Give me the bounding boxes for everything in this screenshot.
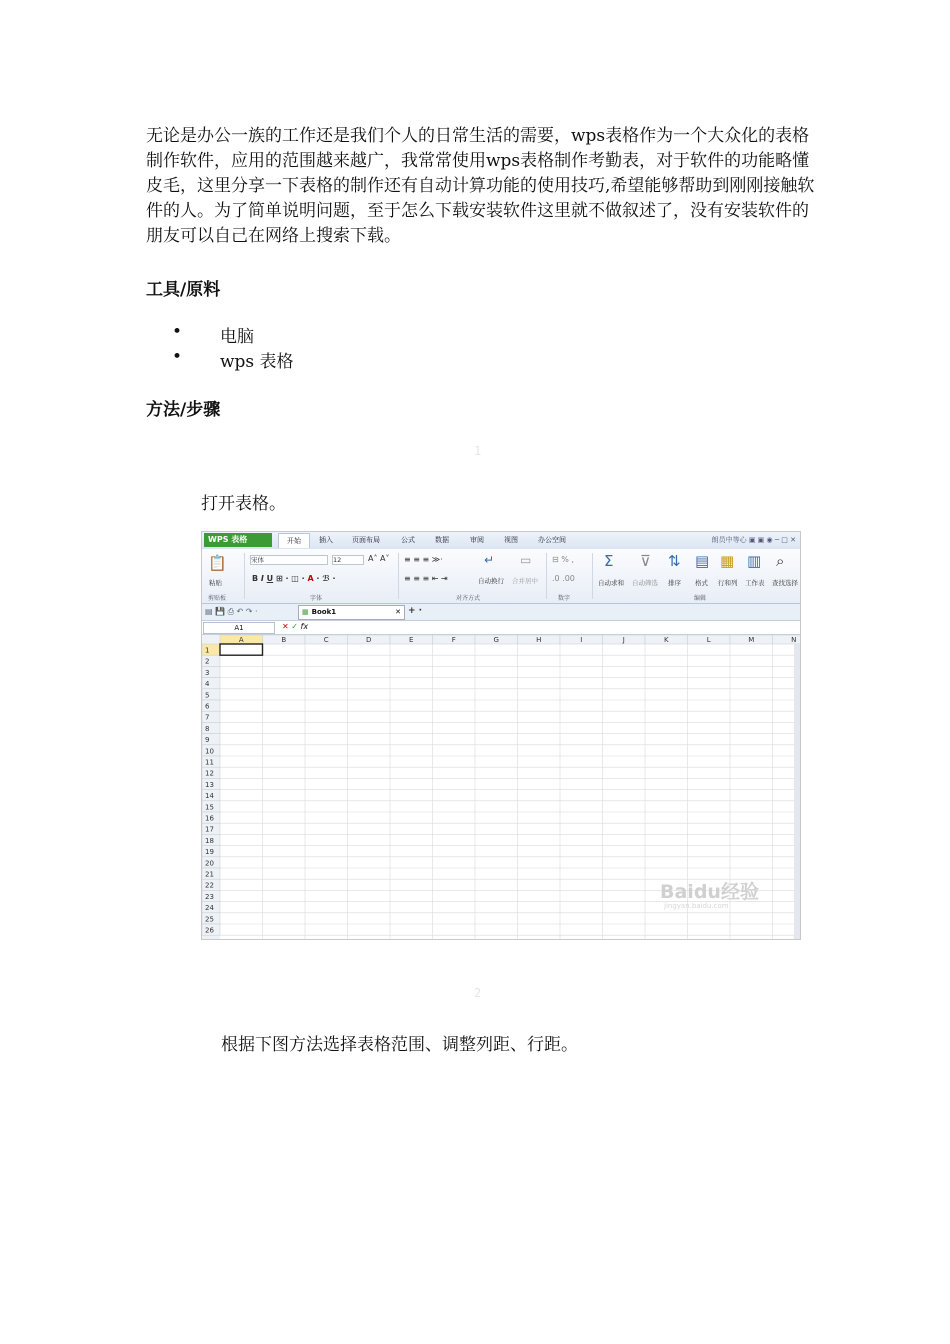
group-label: 数字 — [558, 595, 571, 602]
intro-paragraph: 无论是办公一族的工作还是我们个人的日常生活的需要，wps表格作为一个大众化的表格制作软件，应用的范围越来越广，我常常使用wps表格制作考勤表，对于软件的功能略懂皮毛，这里分享一下表格的制作还有自动计算功能的使用技巧,希望能够帮助到刚刚接触软件的人。为了简单说明问题，至于怎么下载安装软件这里就不做叙述了，没有安装软件的朋友可以自己在网络上搜索下载。 — [146, 126, 815, 246]
align-top-icons[interactable]: ≡ ≡ ≡ ≫· — [404, 555, 443, 564]
merge-center-button[interactable]: 合并居中 — [512, 577, 538, 585]
quick-access-icons[interactable]: ▤ 💾 ⎙ ↶ ↷ · — [205, 607, 258, 616]
row-header-label: 26 — [205, 926, 214, 935]
row-header-label: 21 — [205, 870, 214, 879]
tab-data[interactable]: 数据 — [435, 536, 449, 544]
row-header-label: 22 — [205, 881, 214, 890]
row-header-label: 6 — [205, 702, 210, 711]
column-header-label: E — [409, 636, 414, 644]
column-header-label: L — [706, 636, 711, 644]
decimal-icons[interactable]: .0 .00 — [552, 574, 575, 583]
fx-icon: fx — [300, 622, 309, 631]
tab-page-layout[interactable]: 页面布局 — [352, 536, 380, 544]
column-header-label: C — [323, 636, 329, 644]
ribbon-tab-bar — [202, 532, 800, 550]
row-header-label: 23 — [205, 892, 214, 901]
format-icon[interactable]: ▤ — [695, 552, 710, 570]
format-buttons[interactable]: B I U ⊞ · ◫ · A · ℬ · — [252, 574, 336, 583]
formula-bar — [202, 621, 800, 635]
bullet-icon: • — [172, 347, 183, 367]
list-item-label: 电脑 — [220, 327, 254, 347]
document-name: Book1 — [311, 608, 337, 616]
group-label: 编辑 — [694, 595, 707, 602]
tab-view[interactable]: 视图 — [504, 536, 518, 544]
group-label: 剪贴板 — [208, 595, 227, 602]
name-box[interactable]: A1 — [203, 622, 275, 634]
group-label: 字体 — [310, 595, 323, 602]
row-header-label: 7 — [205, 713, 210, 722]
row-header-label: 13 — [205, 780, 214, 789]
paste-button[interactable]: 粘贴 — [209, 579, 222, 587]
column-header-label: J — [622, 636, 625, 644]
column-header-label: A — [238, 636, 244, 644]
tools-heading: 工具/原料 — [146, 280, 221, 300]
wps-screenshot — [201, 531, 801, 940]
wrap-icon[interactable]: ↵ — [484, 553, 495, 567]
autosum-button[interactable]: 自动求和 — [598, 579, 624, 587]
sheet-file-icon: ▦ — [302, 608, 309, 616]
sum-icon[interactable]: Σ — [604, 552, 614, 570]
tab-home[interactable]: 开始 — [278, 533, 310, 548]
sort-button[interactable]: 排序 — [668, 579, 681, 587]
formula-icons[interactable]: ✕ ✓ fx — [282, 622, 309, 631]
rows-cols-button[interactable]: 行和列 — [718, 579, 738, 587]
new-tab-icon[interactable]: + · — [408, 606, 423, 616]
document-tab[interactable] — [298, 605, 405, 620]
row-header-label: 9 — [205, 736, 210, 745]
active-cell — [220, 644, 263, 655]
tab-office-space[interactable]: 办公空间 — [538, 536, 566, 544]
column-header-label: F — [451, 636, 456, 644]
row-header-label: 25 — [205, 915, 214, 924]
align-icons[interactable]: ≡ ≡ ≡ ⇤ ⇥ — [404, 574, 448, 583]
column-header-label: K — [663, 636, 669, 644]
row-header-label: 14 — [205, 792, 214, 801]
font-grow-icon[interactable]: A˄ A˅ — [368, 554, 390, 563]
font-size-select[interactable]: 12 — [332, 555, 364, 565]
worksheet-button[interactable]: 工作表 — [745, 579, 765, 587]
number-format-icons[interactable]: ⊟ % , — [552, 555, 574, 564]
row-header-label: 5 — [205, 691, 210, 700]
sheet-icon[interactable]: ▥ — [747, 552, 762, 570]
row-header-label: 4 — [205, 680, 210, 689]
bullet-icon: • — [172, 322, 183, 342]
wps-logo: WPS 表格 — [204, 533, 272, 547]
column-header-label: M — [748, 636, 755, 644]
step-text: 根据下图方法选择表格范围、调整列距、行距。 — [221, 1035, 578, 1055]
window-controls[interactable]: 朗员中等心 ▣ ▣ ◉ ─ □ ✕ — [711, 536, 796, 544]
tab-insert[interactable]: 插入 — [319, 536, 333, 544]
user-info: 朗员中等心 — [711, 536, 747, 544]
quick-access-bar — [202, 604, 800, 621]
merge-icon[interactable]: ▭ — [520, 553, 532, 567]
format-button[interactable]: 格式 — [695, 579, 708, 587]
column-header-label: D — [366, 636, 372, 644]
row-header-label: 15 — [205, 803, 214, 812]
ribbon — [202, 549, 800, 604]
row-header-label: 3 — [205, 668, 210, 677]
vertical-scrollbar — [794, 644, 800, 939]
row-header-label: 17 — [205, 825, 214, 834]
find-select-button[interactable]: 查找选择 — [772, 579, 798, 587]
step-text: 打开表格。 — [201, 494, 286, 514]
tab-formulas[interactable]: 公式 — [401, 536, 415, 544]
row-header-label: 20 — [205, 859, 214, 868]
autofilter-button[interactable]: 自动筛选 — [632, 579, 658, 587]
filter-icon[interactable]: ⊽ — [640, 552, 651, 570]
row-header-label: 1 — [205, 646, 210, 655]
row-header-label: 8 — [205, 724, 210, 733]
watermark-url: jingyan.baidu.com — [664, 902, 729, 910]
method-heading: 方法/步骤 — [146, 400, 221, 420]
row-header-label: 19 — [205, 848, 214, 857]
row-header-label: 10 — [205, 747, 214, 756]
column-header-label: N — [791, 636, 797, 644]
row-header-label: 24 — [205, 904, 214, 913]
sort-icon[interactable]: ⇅ — [668, 552, 681, 570]
group-label: 对齐方式 — [456, 595, 481, 602]
close-icon[interactable]: ✕ — [395, 608, 401, 616]
list-item-label: wps 表格 — [220, 352, 294, 372]
row-header-label: 16 — [205, 814, 214, 823]
column-header-label: G — [493, 636, 499, 644]
row-header-label: 2 — [205, 657, 210, 666]
watermark: Baidu经验 — [660, 881, 759, 903]
find-icon[interactable]: ⌕ — [776, 552, 785, 570]
paste-icon[interactable]: 📋 — [208, 554, 227, 572]
wrap-text-button[interactable]: 自动换行 — [478, 577, 504, 585]
column-header-label: I — [580, 636, 583, 644]
column-header-label: H — [536, 636, 542, 644]
row-header-label: 18 — [205, 836, 214, 845]
step-marker: 2 — [474, 986, 482, 1000]
tab-review[interactable]: 审阅 — [470, 536, 484, 544]
row-header-label: 12 — [205, 769, 214, 778]
font-name-select[interactable]: 宋体 — [250, 555, 328, 565]
rows-cols-icon[interactable]: ▦ — [720, 552, 735, 570]
column-header-label: B — [281, 636, 287, 644]
row-header-label: 11 — [205, 758, 214, 767]
step-marker: 1 — [474, 444, 482, 458]
